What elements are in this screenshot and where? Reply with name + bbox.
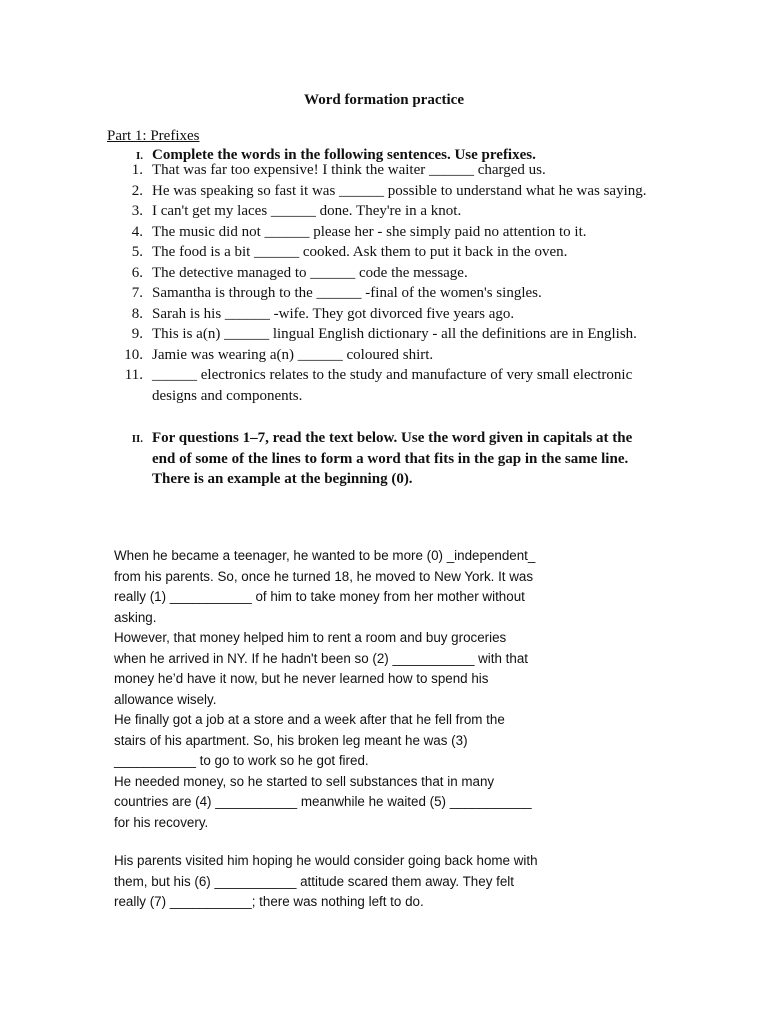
story-line: stairs of his apartment. So, his broken leg meant he was (3)	[114, 732, 468, 748]
item-text: Sarah is his ______ -wife. They got divorced five years ago.	[152, 305, 515, 322]
item-number: 7.	[131, 285, 143, 301]
item-number: 8.	[131, 305, 143, 322]
item-text-continued: designs and components.	[152, 387, 303, 404]
story-line: for his recovery.	[114, 814, 209, 830]
section-numeral: I.	[135, 150, 143, 162]
item-number: 9.	[131, 326, 143, 342]
item-number: 2.	[131, 182, 143, 199]
item-number: 3.	[131, 203, 143, 219]
story-line: However, that money helped him to rent a room and buy groceries	[114, 630, 507, 645]
item-number: 6.	[131, 264, 143, 281]
item-text: Samantha is through to the ______ -final of the women's singles.	[152, 285, 542, 301]
item-number: 4.	[131, 223, 143, 240]
story-line: money he’d have it now, but he never learned how to spend his	[114, 671, 489, 686]
item-text: The music did not ______ please her - she simply paid no attention to it.	[152, 223, 587, 240]
item-text: The food is a bit ______ cooked. Ask them to put it back in the oven.	[152, 244, 568, 260]
item-text: I can't get my laces ______ done. They're in a knot.	[152, 203, 462, 219]
story-line: asking.	[114, 609, 157, 625]
story-line: He needed money, so he started to sell substances that in many	[114, 773, 495, 789]
item-number: 1.	[131, 162, 143, 178]
page-title: Word formation practice	[304, 92, 464, 108]
item-text: This is a(n) ______ lingual English dictionary - all the definitions are in English.	[152, 326, 637, 342]
story-line: allowance wisely.	[114, 691, 217, 707]
story-line: them, but his (6) ___________ attitude scared them away. They felt	[114, 873, 514, 889]
section-instruction: Complete the words in the following sentences. Use prefixes.	[152, 147, 536, 163]
story-line: really (7) ___________; there was nothing left to do.	[114, 894, 424, 909]
section-numeral: II.	[131, 433, 143, 445]
story-line: really (1) ___________ of him to take money from her mother without	[114, 589, 525, 604]
item-text: ______ electronics relates to the study and manufacture of very small electronic	[152, 367, 633, 383]
item-number: 10.	[124, 346, 143, 363]
item-number: 11.	[124, 367, 143, 383]
story-line: He finally got a job at a store and a week after that he fell from the	[114, 712, 505, 727]
instruction-line: end of some of the lines to form a word that fits in the gap in the same line.	[152, 450, 629, 467]
instruction-line: There is an example at the beginning (0).	[152, 471, 413, 487]
story-line: from his parents. So, once he turned 18, he moved to New York. It was	[114, 568, 534, 584]
story-line: His parents visited him hoping he would consider going back home with	[114, 853, 538, 868]
story-paragraph	[114, 546, 584, 833]
story-line: countries are (4) ___________ meanwhile he waited (5) ___________	[114, 794, 532, 809]
story-paragraph	[114, 851, 584, 913]
item-text: The detective managed to ______ code the message.	[152, 264, 468, 281]
item-text: He was speaking so fast it was ______ possible to understand what he was saying.	[152, 182, 647, 199]
item-text: Jamie was wearing a(n) ______ coloured shirt.	[152, 346, 434, 363]
item-number: 5.	[131, 244, 143, 260]
instruction-line: For questions 1–7, read the text below. Use the word given in capitals at the	[152, 430, 633, 446]
story-line: when he arrived in NY. If he hadn't been so (2) ___________ with that	[114, 650, 528, 666]
item-text: That was far too expensive! I think the waiter ______ charged us.	[152, 162, 546, 178]
story-line: ___________ to go to work so he got fired.	[114, 753, 369, 768]
section-instruction	[152, 428, 652, 490]
part-heading: Part 1: Prefixes	[107, 128, 200, 144]
story-line: When he became a teenager, he wanted to be more (0) _independent_	[114, 548, 536, 563]
